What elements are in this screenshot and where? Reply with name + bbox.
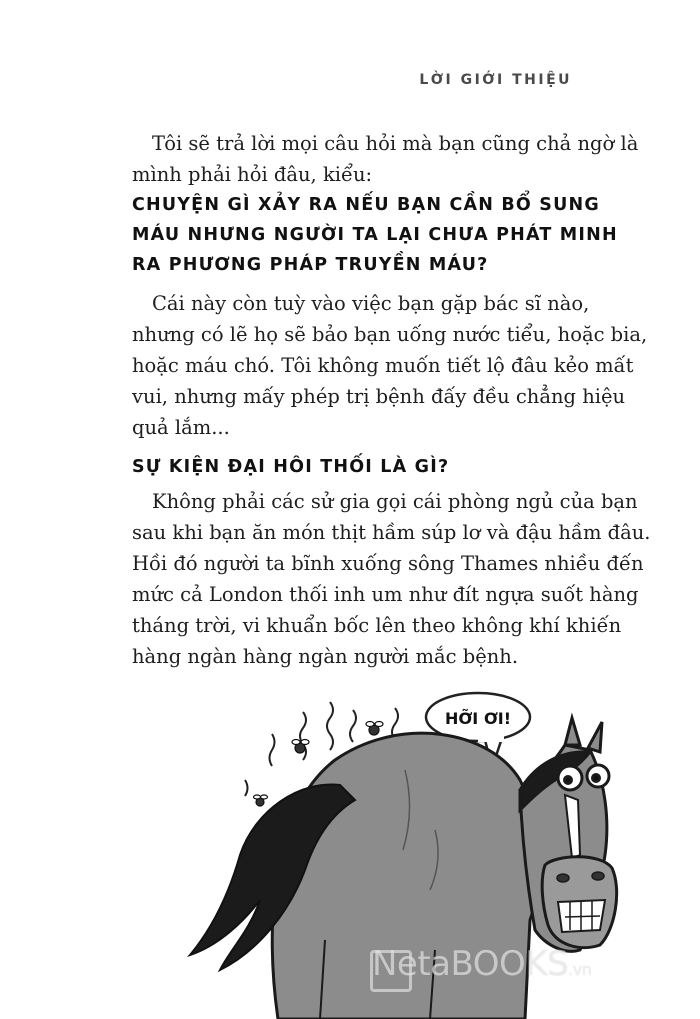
- watermark-suffix: .vn: [568, 960, 592, 979]
- heading-line: RA PHƯƠNG PHÁP TRUYỀN MÁU?: [132, 255, 489, 275]
- horse-head: [520, 718, 617, 951]
- question-heading-1: [132, 190, 618, 280]
- text-line: tháng trời, vi khuẩn bốc lên theo không khí khiến: [132, 614, 622, 637]
- text-line: nhưng có lẽ họ sẽ bảo bạn uống nước tiểu, hoặc bia,: [132, 323, 648, 346]
- section-header: LỜI GIỚI THIỆU: [419, 72, 572, 88]
- text-line: quả lắm...: [132, 416, 230, 439]
- text-line: vui, nhưng mấy phép trị bệnh đấy đều chẳng hiệu: [132, 385, 626, 408]
- heading-line: SỰ KIỆN ĐẠI HÔI THỐI LÀ GÌ?: [132, 457, 450, 477]
- watermark-brand: NetaBOOKS: [372, 944, 569, 984]
- text-line: Tôi sẽ trả lời mọi câu hỏi mà bạn cũng chả ngờ là: [152, 132, 639, 155]
- text-line: hàng ngàn hàng ngàn người mắc bệnh.: [132, 645, 519, 668]
- intro-paragraph: [132, 128, 639, 190]
- text-line: mức cả London thối inh um như đít ngựa suốt hàng: [132, 583, 639, 606]
- text-line: mình phải hỏi đâu, kiểu:: [132, 163, 373, 186]
- question-heading-2: [132, 452, 572, 482]
- text-line: Hồi đó người ta bĩnh xuống sông Thames nhiều đến: [132, 552, 644, 575]
- watermark: [372, 944, 591, 984]
- text-line: Không phải các sử gia gọi cái phòng ngủ của bạn: [152, 490, 638, 513]
- heading-line: CHUYỆN GÌ XẢY RA NẾU BẠN CẦN BỔ SUNG: [132, 195, 600, 215]
- text-line: hoặc máu chó. Tôi không muốn tiết lộ đâu kẻo mất: [132, 354, 634, 377]
- heading-line: MÁU NHƯNG NGƯỜI TA LẠI CHƯA PHÁT MINH: [132, 225, 618, 245]
- text-line: sau khi bạn ăn món thịt hầm súp lơ và đậu hầm đâu.: [132, 521, 651, 544]
- text-line: Cái này còn tuỳ vào việc bạn gặp bác sĩ nào,: [152, 292, 590, 315]
- answer-paragraph-2: [132, 486, 651, 672]
- speech-bubble-text: HỠI ƠI!: [444, 709, 512, 728]
- answer-paragraph-1: [132, 288, 648, 443]
